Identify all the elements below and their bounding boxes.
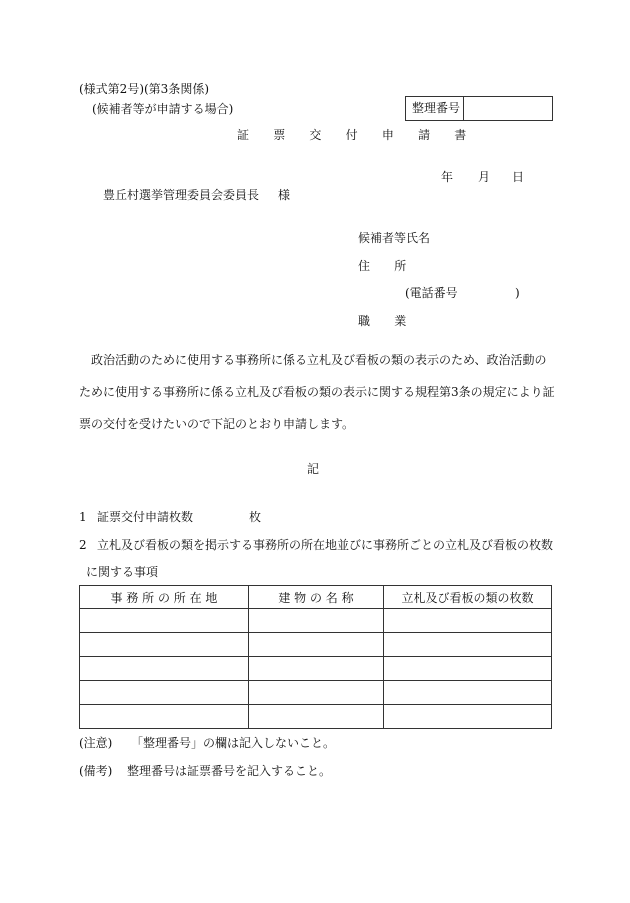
column-header-building: 建 物 の 名 称	[249, 586, 384, 609]
table-cell-building[interactable]	[249, 657, 384, 681]
table-cell-location[interactable]	[80, 657, 249, 681]
addressee: 豊丘村選挙管理委員会委員長	[103, 188, 260, 202]
table-cell-building[interactable]	[249, 633, 384, 657]
applicant-type-note: (候補者等が申請する場合)	[92, 102, 234, 116]
note-text: 「整理番号」の欄は記入しないこと。	[131, 736, 336, 750]
form-number: (様式第2号)(第3条関係)	[79, 82, 209, 96]
addressee-honorific: 様	[278, 188, 291, 202]
table-cell-location[interactable]	[80, 705, 249, 729]
item2-text: 立札及び看板の類を掲示する事務所の所在地並びに事務所ごとの立札及び看板の枚数	[97, 538, 554, 552]
date-day-label: 日	[512, 170, 525, 184]
ki-heading: 記	[307, 462, 320, 476]
table-row	[80, 681, 552, 705]
table-cell-location[interactable]	[80, 681, 249, 705]
applicant-occupation-label: 職 業	[358, 314, 417, 328]
table-cell-building[interactable]	[249, 681, 384, 705]
table-cell-count[interactable]	[384, 705, 552, 729]
item1-number: 1	[79, 510, 87, 524]
table-cell-count[interactable]	[384, 609, 552, 633]
application-statement: 政治活動のために使用する事務所に係る立札及び看板の類の表示のため、政治活動のために使用する事務所に係る立札及び看板の類の表示に関する規程第3条の規定により証票の交付を受けたいので下記のとおり申請します。	[79, 353, 555, 431]
table-cell-location[interactable]	[80, 633, 249, 657]
table-cell-count[interactable]	[384, 681, 552, 705]
table-row	[80, 633, 552, 657]
reference-number-label: 整理番号	[412, 101, 461, 115]
reference-number-field[interactable]	[463, 97, 552, 120]
item1-unit: 枚	[249, 510, 262, 524]
column-header-count: 立札及び看板の類の枚数	[384, 586, 552, 609]
column-header-location: 事 務 所 の 所 在 地	[80, 586, 249, 609]
item2-text-continued: に関する事項	[86, 565, 159, 579]
page-title: 証 票 交 付 申 請 書	[237, 128, 477, 142]
applicant-phone-label: (電話番号	[405, 286, 458, 300]
table-row	[80, 609, 552, 633]
remark-label: (備考)	[79, 764, 113, 778]
table-cell-location[interactable]	[80, 609, 249, 633]
office-table	[79, 585, 552, 729]
reference-number-box	[405, 96, 553, 121]
table-row	[80, 705, 552, 729]
table-cell-count[interactable]	[384, 633, 552, 657]
table-row	[80, 657, 552, 681]
applicant-name-label: 候補者等氏名	[358, 231, 431, 245]
table-cell-building[interactable]	[249, 609, 384, 633]
applicant-address-label: 住 所	[358, 259, 417, 273]
table-cell-count[interactable]	[384, 657, 552, 681]
applicant-phone-close: )	[515, 286, 520, 300]
item1-label: 証票交付申請枚数	[97, 510, 194, 524]
remark-text: 整理番号は証票番号を記入すること。	[127, 764, 332, 778]
note-label: (注意)	[79, 736, 113, 750]
item2-number: 2	[79, 538, 87, 552]
table-header-row	[80, 586, 552, 609]
date-year-label: 年	[441, 170, 454, 184]
date-month-label: 月	[478, 170, 491, 184]
table-cell-building[interactable]	[249, 705, 384, 729]
